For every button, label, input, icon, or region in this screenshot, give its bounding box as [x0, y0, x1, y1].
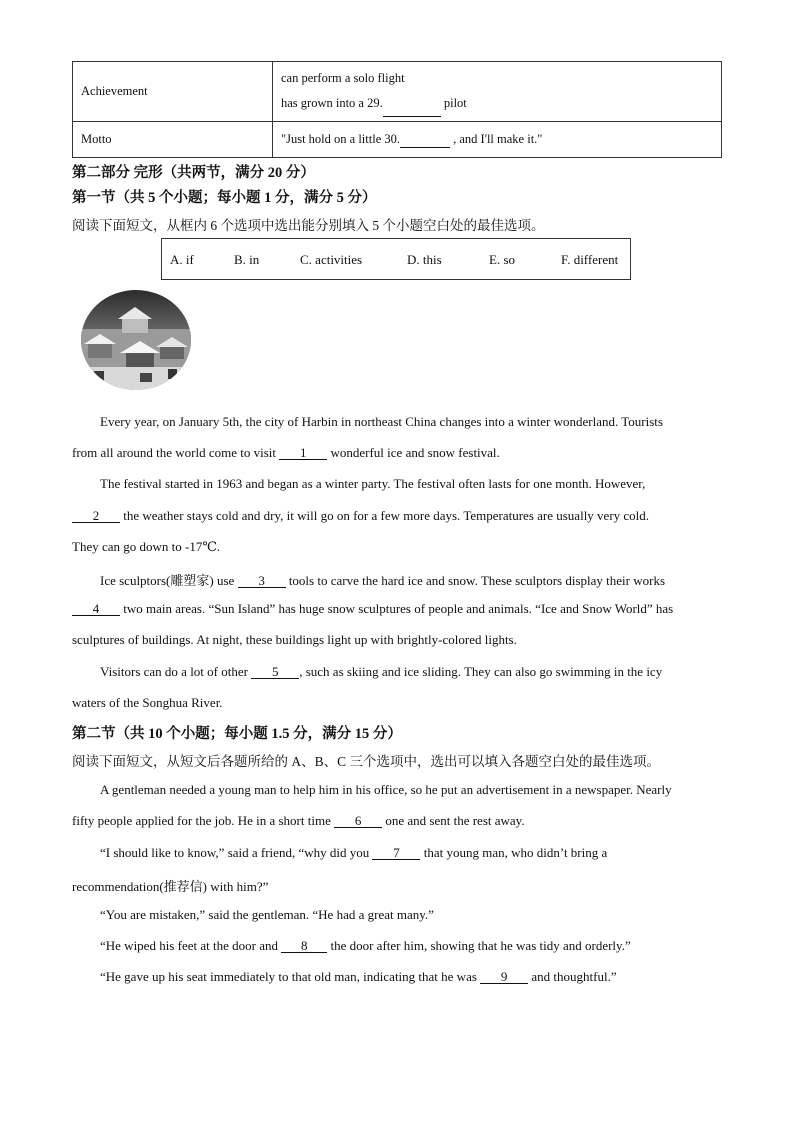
text: has grown into a 29. — [281, 96, 383, 110]
text: the door after him, showing that he was tidy and orderly.” — [327, 938, 631, 953]
blank-7: 7 — [372, 846, 420, 860]
info-table — [72, 61, 722, 158]
text: “I should like to know,” said a friend, “why did you — [100, 845, 373, 860]
blank-3: 3 — [238, 574, 286, 588]
passage-line: They can go down to -17℃. — [72, 539, 221, 554]
blank-1: 1 — [279, 446, 327, 460]
part2-title: 第二部分 完形（共两节，满分 20 分） — [72, 165, 315, 181]
text: one and sent the rest away. — [382, 813, 525, 828]
text: “He gave up his seat immediately to that old man, indicating that he was — [100, 969, 481, 984]
option-a: A. if — [170, 252, 194, 267]
text: "Just hold on a little 30. — [281, 131, 400, 146]
options-box — [161, 238, 631, 280]
option-c: C. activities — [300, 252, 363, 267]
passage-line: recommendation(推荐信) with him?” — [72, 879, 269, 894]
text: Ice sculptors(雕塑家) use — [100, 573, 238, 588]
option-e: E. so — [489, 252, 515, 267]
passage-line: waters of the Songhua River. — [72, 695, 223, 710]
text: from all around the world come to visit — [72, 445, 280, 460]
blank-9: 9 — [480, 970, 528, 984]
blank-4: 4 — [72, 602, 120, 616]
row-label: Motto — [73, 122, 273, 158]
blank-8: 8 — [281, 939, 327, 953]
table-row — [73, 122, 722, 158]
harbin-ice-festival-image — [80, 289, 192, 391]
row-label: Achievement — [73, 62, 273, 122]
passage-line: “You are mistaken,” said the gentleman. “He had a great many.” — [100, 907, 434, 922]
text: fifty people applied for the job. He in a short time — [72, 813, 335, 828]
passage-line: sculptures of buildings. At night, these buildings light up with brightly-colored lights. — [72, 632, 517, 647]
option-d: D. this — [407, 252, 442, 267]
text: and thoughtful.” — [528, 969, 617, 984]
text: the weather stays cold and dry, it will go on for a few more days. Temperatures are usually very cold. — [120, 508, 650, 523]
row-content — [273, 62, 722, 122]
passage-line — [72, 445, 500, 461]
passage-line: The festival started in 1963 and began as a winter party. The festival often lasts for one month. However, — [100, 476, 646, 491]
passage-line — [100, 664, 662, 680]
passage-line — [72, 813, 525, 829]
passage-line: Every year, on January 5th, the city of Harbin in northeast China changes into a winter wonderland. Tourists — [100, 414, 663, 429]
table-row — [73, 62, 722, 122]
passage-line — [72, 601, 673, 617]
text: that young man, who didn’t bring a — [420, 845, 608, 860]
passage-line — [100, 938, 631, 954]
row-content — [273, 122, 722, 158]
text: tools to carve the hard ice and snow. These sculptors display their works — [285, 573, 665, 588]
passage-line — [100, 969, 617, 985]
option-b: B. in — [234, 252, 260, 267]
text: Visitors can do a lot of other — [100, 664, 252, 679]
blank-6: 6 — [334, 814, 382, 828]
text: two main areas. “Sun Island” has huge snow sculptures of people and animals. “Ice and Snow World” has — [120, 601, 674, 616]
text: , and I'll make it." — [450, 131, 543, 146]
text: “He wiped his feet at the door and — [100, 938, 282, 953]
section2-title: 第二节（共 10 个小题；每小题 1.5 分，满分 15 分） — [72, 726, 402, 742]
text: pilot — [440, 96, 467, 110]
passage-line — [100, 845, 607, 861]
option-f: F. different — [561, 252, 619, 267]
text: wonderful ice and snow festival. — [327, 445, 500, 460]
section2-instruction: 阅读下面短文，从短文后各题所给的 A、B、C 三个选项中，选出可以填入各题空白处的最佳选项。 — [72, 754, 661, 769]
passage-line: A gentleman needed a young man to help him in his office, so he put an advertisement in a newspaper. Nearly — [100, 782, 672, 797]
section1-title: 第一节（共 5 个小题；每小题 1 分，满分 5 分） — [72, 190, 377, 206]
section1-instruction: 阅读下面短文，从框内 6 个选项中选出能分别填入 5 个小题空白处的最佳选项。 — [72, 218, 545, 233]
passage-line — [100, 570, 665, 589]
text: , such as skiing and ice sliding. They can also go swimming in the icy — [299, 664, 663, 679]
blank-30 — [400, 132, 450, 148]
passage-line — [72, 508, 649, 524]
blank-29 — [383, 91, 441, 117]
achievement-line-1: can perform a solo flight — [281, 71, 405, 85]
blank-5: 5 — [251, 665, 299, 679]
achievement-line-2 — [281, 91, 713, 117]
blank-2: 2 — [72, 509, 120, 523]
